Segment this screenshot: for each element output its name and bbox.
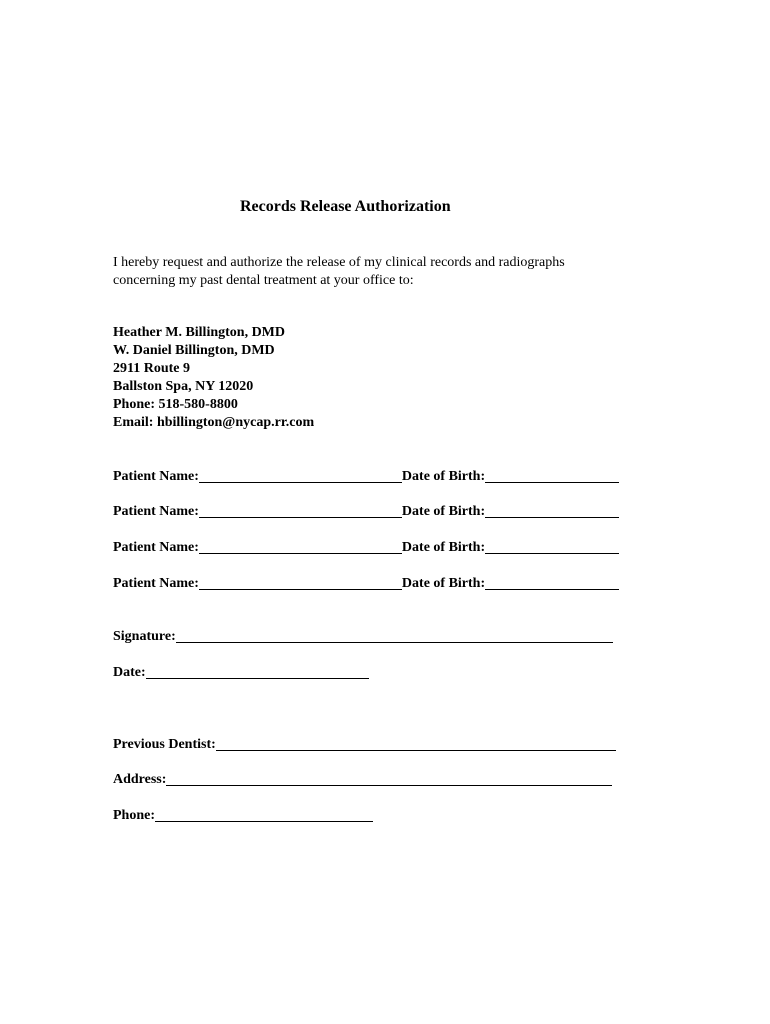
- date-field[interactable]: [146, 664, 369, 679]
- patient-name-label: Patient Name:: [113, 504, 199, 519]
- previous-dentist-label: Previous Dentist:: [113, 737, 216, 752]
- address-label: Address:: [113, 772, 167, 787]
- recipient-phone: Phone: 518-580-8800: [113, 397, 238, 412]
- previous-dentist-row: [113, 736, 616, 754]
- date-label: Date:: [113, 665, 146, 680]
- previous-dentist-field[interactable]: [216, 736, 616, 751]
- address-field[interactable]: [166, 771, 612, 786]
- date-of-birth-field[interactable]: [485, 575, 619, 590]
- signature-label: Signature:: [113, 629, 176, 644]
- patient-name-label: Patient Name:: [113, 540, 199, 555]
- date-of-birth-label: Date of Birth:: [401, 540, 486, 555]
- address-row: [113, 771, 612, 789]
- phone-label: Phone:: [113, 808, 155, 823]
- phone-row: [113, 807, 373, 825]
- intro-line-1: I hereby request and authorize the release of my clinical records and radiographs: [113, 255, 565, 270]
- patient-name-label: Patient Name:: [113, 469, 199, 484]
- date-of-birth-field[interactable]: [485, 539, 619, 554]
- patient-name-field[interactable]: [199, 468, 402, 483]
- intro-paragraph: [113, 254, 565, 290]
- date-of-birth-label: Date of Birth:: [401, 469, 486, 484]
- recipient-city: Ballston Spa, NY 12020: [113, 379, 254, 394]
- intro-line-2: concerning my past dental treatment at your office to:: [113, 273, 414, 288]
- form-title: Records Release Authorization: [240, 198, 451, 215]
- signature-row: [113, 628, 613, 646]
- recipient-email: Email: hbillington@nycap.rr.com: [113, 415, 315, 430]
- date-of-birth-field[interactable]: [485, 468, 619, 483]
- patient-name-field[interactable]: [199, 575, 402, 590]
- recipient-address-block: [113, 324, 314, 432]
- date-row: [113, 664, 369, 682]
- patient-row: [113, 503, 619, 521]
- date-of-birth-label: Date of Birth:: [401, 576, 486, 591]
- date-of-birth-field[interactable]: [485, 503, 619, 518]
- signature-field[interactable]: [176, 628, 613, 643]
- recipient-street: 2911 Route 9: [113, 361, 190, 376]
- patient-row: [113, 575, 619, 593]
- phone-field[interactable]: [155, 807, 373, 822]
- recipient-name-2: W. Daniel Billington, DMD: [113, 343, 275, 358]
- patient-row: [113, 539, 619, 557]
- patient-name-field[interactable]: [199, 539, 402, 554]
- recipient-name-1: Heather M. Billington, DMD: [113, 325, 286, 340]
- patient-name-label: Patient Name:: [113, 576, 199, 591]
- patient-row: [113, 468, 619, 486]
- date-of-birth-label: Date of Birth:: [401, 504, 486, 519]
- patient-name-field[interactable]: [199, 503, 402, 518]
